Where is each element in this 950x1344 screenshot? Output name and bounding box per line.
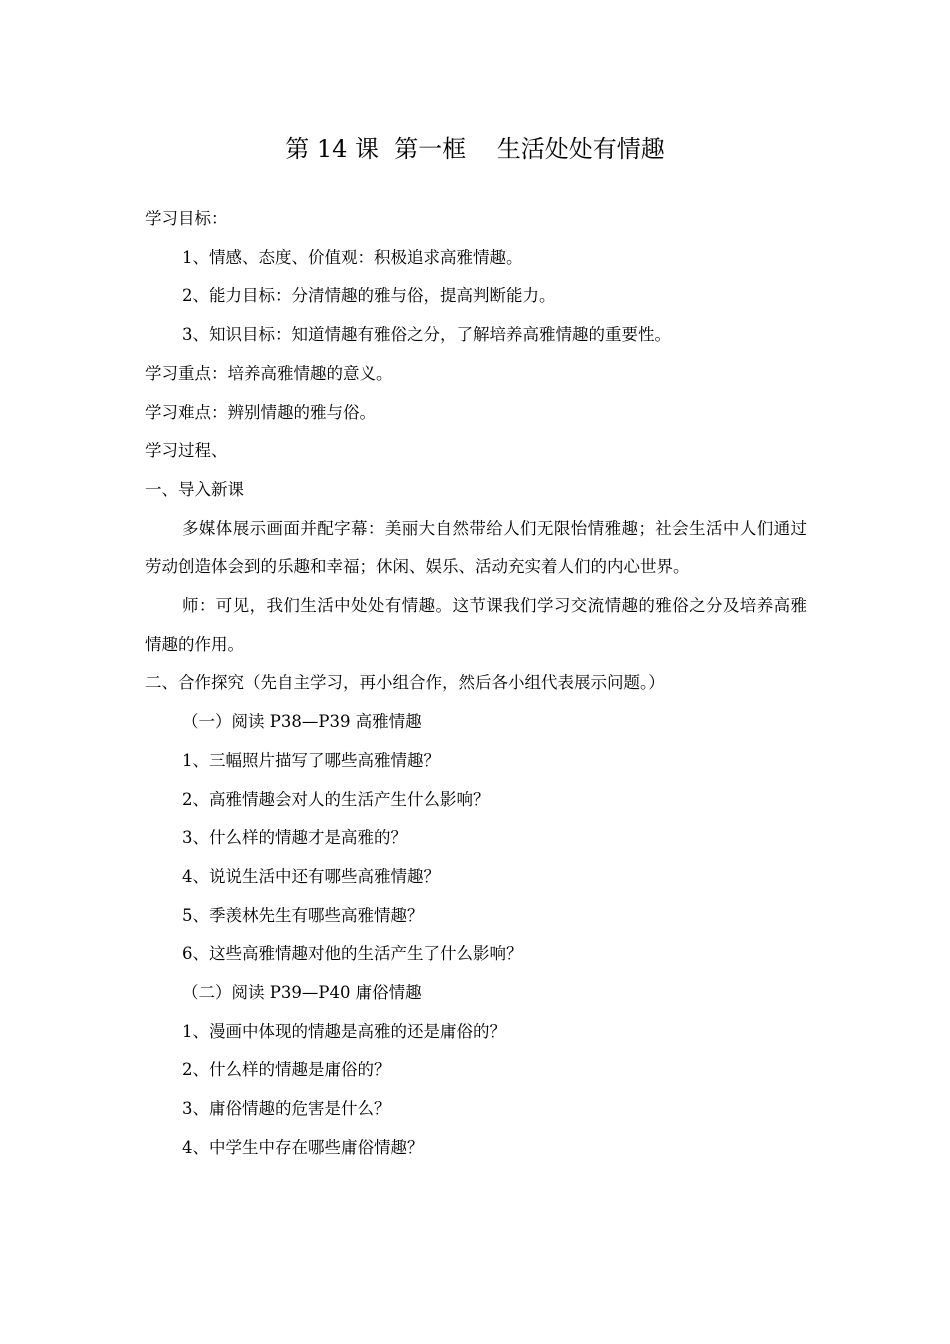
question-item: 3、什么样的情趣才是高雅的？ — [182, 828, 407, 848]
process-heading: 学习过程、 — [145, 441, 228, 461]
question-item: 1、漫画中体现的情趣是高雅的还是庸俗的？ — [182, 1021, 506, 1041]
objective-item: 3、知识目标：知道情趣有雅俗之分，了解培养高雅情趣的重要性。 — [182, 325, 671, 345]
section1-heading: 一、导入新课 — [145, 479, 244, 499]
question-item: 4、说说生活中还有哪些高雅情趣？ — [182, 866, 440, 886]
question-item: 2、高雅情趣会对人的生活产生什么影响？ — [182, 789, 490, 809]
key-point: 学习重点：培养高雅情趣的意义。 — [145, 363, 393, 383]
section1-paragraph: 多媒体展示画面并配字幕：美丽大自然带给人们无限怡情雅趣；社会生活中人们通过劳动创造体会到的乐趣和幸福；休闲、娱乐、活动充实着人们的内心世界。 — [145, 518, 807, 577]
difficult-point: 学习难点：辨别情趣的雅与俗。 — [145, 402, 376, 422]
page-title: 第 14 课 第一框 生活处处有情趣 — [285, 135, 665, 163]
question-item: 4、中学生中存在哪些庸俗情趣？ — [182, 1137, 424, 1157]
question-item: 5、季羡林先生有哪些高雅情趣？ — [182, 905, 424, 925]
document-body — [145, 200, 807, 1168]
objective-item: 1、情感、态度、价值观：积极追求高雅情趣。 — [182, 247, 523, 267]
objectives-heading: 学习目标： — [145, 209, 228, 228]
question-item: 1、三幅照片描写了哪些高雅情趣？ — [182, 750, 440, 770]
question-item: 6、这些高雅情趣对他的生活产生了什么影响？ — [182, 944, 523, 964]
section2-heading: 二、合作探究（先自主学习，再小组合作，然后各小组代表展示问题。） — [145, 673, 665, 693]
question-item: 3、庸俗情趣的危害是什么？ — [182, 1099, 391, 1119]
objective-item: 2、能力目标：分清情趣的雅与俗，提高判断能力。 — [182, 286, 556, 306]
part1-heading: （一）阅读 P38—P39 高雅情趣 — [182, 712, 422, 732]
part2-heading: （二）阅读 P39—P40 庸俗情趣 — [182, 983, 422, 1003]
section1-paragraph: 师：可见，我们生活中处处有情趣。这节课我们学习交流情趣的雅俗之分及培养高雅情趣的作用。 — [145, 596, 807, 654]
question-item: 2、什么样的情趣是庸俗的？ — [182, 1060, 391, 1080]
